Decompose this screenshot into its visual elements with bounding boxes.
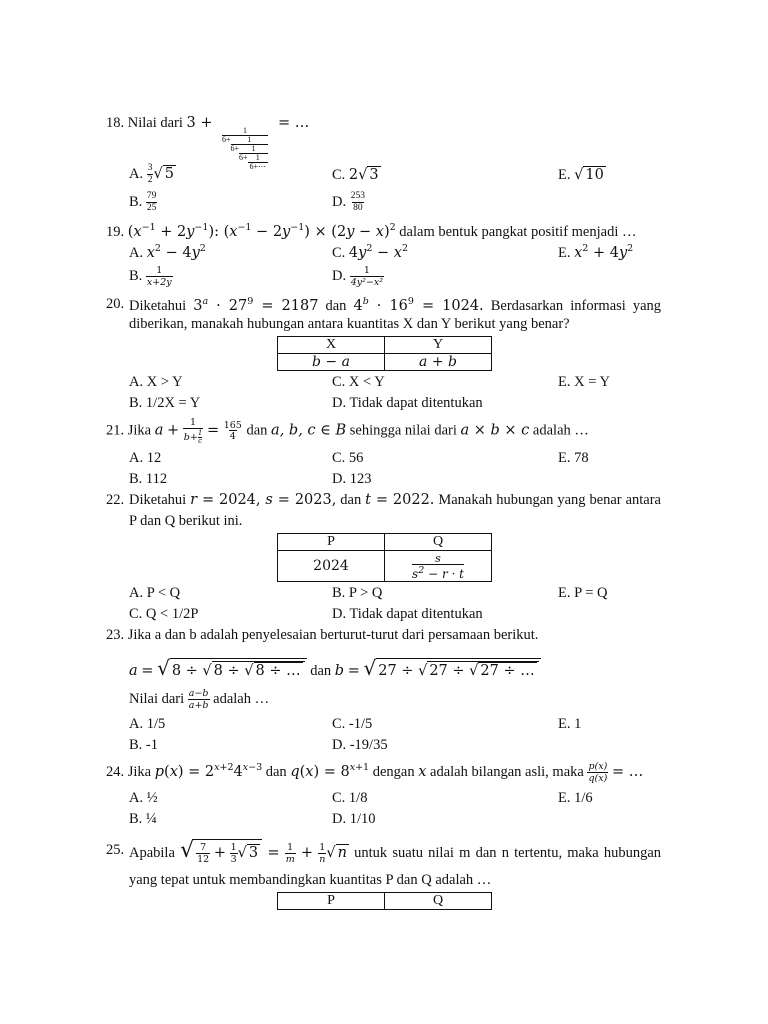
q25-number: 25. [106, 842, 125, 858]
q22-line1: Diketahui r = 2024, s = 2023, dan t = 2022. Manakah hubungan yang benar antara [129, 492, 661, 508]
q22-table-value-q: $\frac{s}{s^2 - r \cdot t}$ [385, 551, 492, 582]
q18-option-e: E. √ 10 [558, 167, 604, 183]
q25-table-header-p: P [278, 893, 385, 910]
q23-equations: a = √ 8 ÷ √ 8 ÷ √ 8 ÷ … dan b = √ 27 ÷ √ 27 ÷ √ 27 ÷ … [129, 656, 541, 680]
q21-stem: 21. Jika a + 1 b+ $\frac{1}{c}$ = $\frac{165}{4}$ dan a, b, c ∈ B sehingga nilai dari a × b × c adalah … [106, 417, 589, 445]
q18-tail: = … [278, 115, 310, 131]
q19-option-b: B. $\frac{1}{x+2y}$ [129, 265, 172, 288]
q20-number: 20. [106, 296, 125, 312]
q22-number: 22. [106, 492, 125, 508]
q25-line2: yang tepat untuk membandingkan kuantitas P dan Q adalah … [129, 872, 492, 888]
q22-option-d: D. Tidak dapat ditentukan [332, 606, 483, 622]
q20-line2: diberikan, manakah hubungan antara kuantitas X dan Y berikut yang benar? [129, 316, 570, 332]
q19-option-e: E. $x^2 + 4y^2$ [558, 243, 634, 261]
q20-line1: Diketahui $3^a \cdot 27^9 = 2187$ dan $4^b \cdot 16^9 = 1024$. Berdasarkan informasi yang [129, 296, 662, 314]
q23-option-d: D. -19/35 [332, 737, 388, 753]
q20-option-a: A. X > Y [129, 374, 183, 390]
q24-option-c: C. 1/8 [332, 790, 368, 806]
q20-table-value-y: a + b [385, 354, 492, 371]
q22-option-a: A. P < Q [129, 585, 181, 601]
q24-option-e: E. 1/6 [558, 790, 593, 806]
q20-table-header-y: Y [385, 337, 492, 354]
q24-option-d: D. 1/10 [332, 811, 376, 827]
q24-option-b: B. ¼ [129, 811, 157, 827]
q23-option-b: B. -1 [129, 737, 158, 753]
q23-option-e: E. 1 [558, 716, 582, 732]
q20-option-e: E. X = Y [558, 374, 610, 390]
q20-option-c: C. X < Y [332, 374, 385, 390]
q20-table-value-x: b − a [278, 354, 385, 371]
q22-table-value-p: 2024 [278, 551, 385, 582]
q22-line2: P dan Q berikut ini. [129, 513, 243, 529]
q20-table [277, 336, 492, 371]
q20-option-d: D. Tidak dapat ditentukan [332, 395, 483, 411]
q18-continued-fraction: 1 6+ 1 6+ 1 6+ $\frac{1}{6+\cdots}$ [222, 126, 267, 171]
q19-option-a: A. $x^2 - 4y^2$ [129, 243, 206, 261]
q19-option-d: D. $\frac{1}{\text{4y²−x²}}$ [332, 265, 384, 288]
q24-option-a: A. ½ [129, 790, 158, 806]
q25-table [277, 892, 492, 910]
q18-option-d: D. $\frac{253}{80}$ [332, 191, 365, 213]
q25-table-header-q: Q [385, 893, 492, 910]
q25-line1: Apabila √ $\frac{7}{12}$ + $\frac{1}{3}$ √ 3 = $\frac{1}{m}$ + $\frac{1}{n}$ √ n untuk suatu nilai m dan n tertentu, maka hubungan [129, 838, 662, 865]
q23-nilai: Nilai dari $\frac{a-b}{a+b}$ adalah … [129, 688, 270, 711]
q21-option-a: A. 12 [129, 450, 162, 466]
q22-option-c: C. Q < 1/2P [129, 606, 199, 622]
q23-stem: 23. Jika a dan b adalah penyelesaian berturut-turut dari persamaan berikut. [106, 627, 539, 643]
q22-table [277, 533, 492, 582]
q18-option-a: A. $\frac{3}{2}$ √ 5 [129, 163, 174, 185]
q21-option-c: C. 56 [332, 450, 364, 466]
q23-option-a: A. 1/5 [129, 716, 166, 732]
q20-table-header-x: X [278, 337, 385, 354]
q19-stem: 19. $(x^{-1} + 2y^{-1})$: $(x^{-1} - 2y^{-1}) \times (2y - x)^2$ dalam bentuk pangkat positif menjadi … [106, 222, 637, 240]
q24-stem: 24. Jika $p(x) = 2^{x+2}4^{x-3}$ dan $q(x) = 8^{x+1}$ dengan x adalah bilangan asli, maka $\frac{p(x)}{q(x)}$ = … [106, 761, 644, 784]
q22-option-b: B. P > Q [332, 585, 383, 601]
q22-table-header-p: P [278, 534, 385, 551]
q23-option-c: C. -1/5 [332, 716, 373, 732]
q21-option-e: E. 78 [558, 450, 589, 466]
q18-option-b: B. $\frac{79}{25}$ [129, 191, 157, 213]
q18-stem: 18. Nilai dari 3 + [106, 115, 213, 131]
q18-option-c: C. 2√ 3 [332, 167, 379, 183]
q19-option-c: C. $4y^2 - x^2$ [332, 243, 409, 261]
q20-option-b: B. 1/2X = Y [129, 395, 201, 411]
q22-option-e: E. P = Q [558, 585, 608, 601]
q22-table-header-q: Q [385, 534, 492, 551]
q21-option-d: D. 123 [332, 471, 372, 487]
q21-option-b: B. 112 [129, 471, 168, 487]
